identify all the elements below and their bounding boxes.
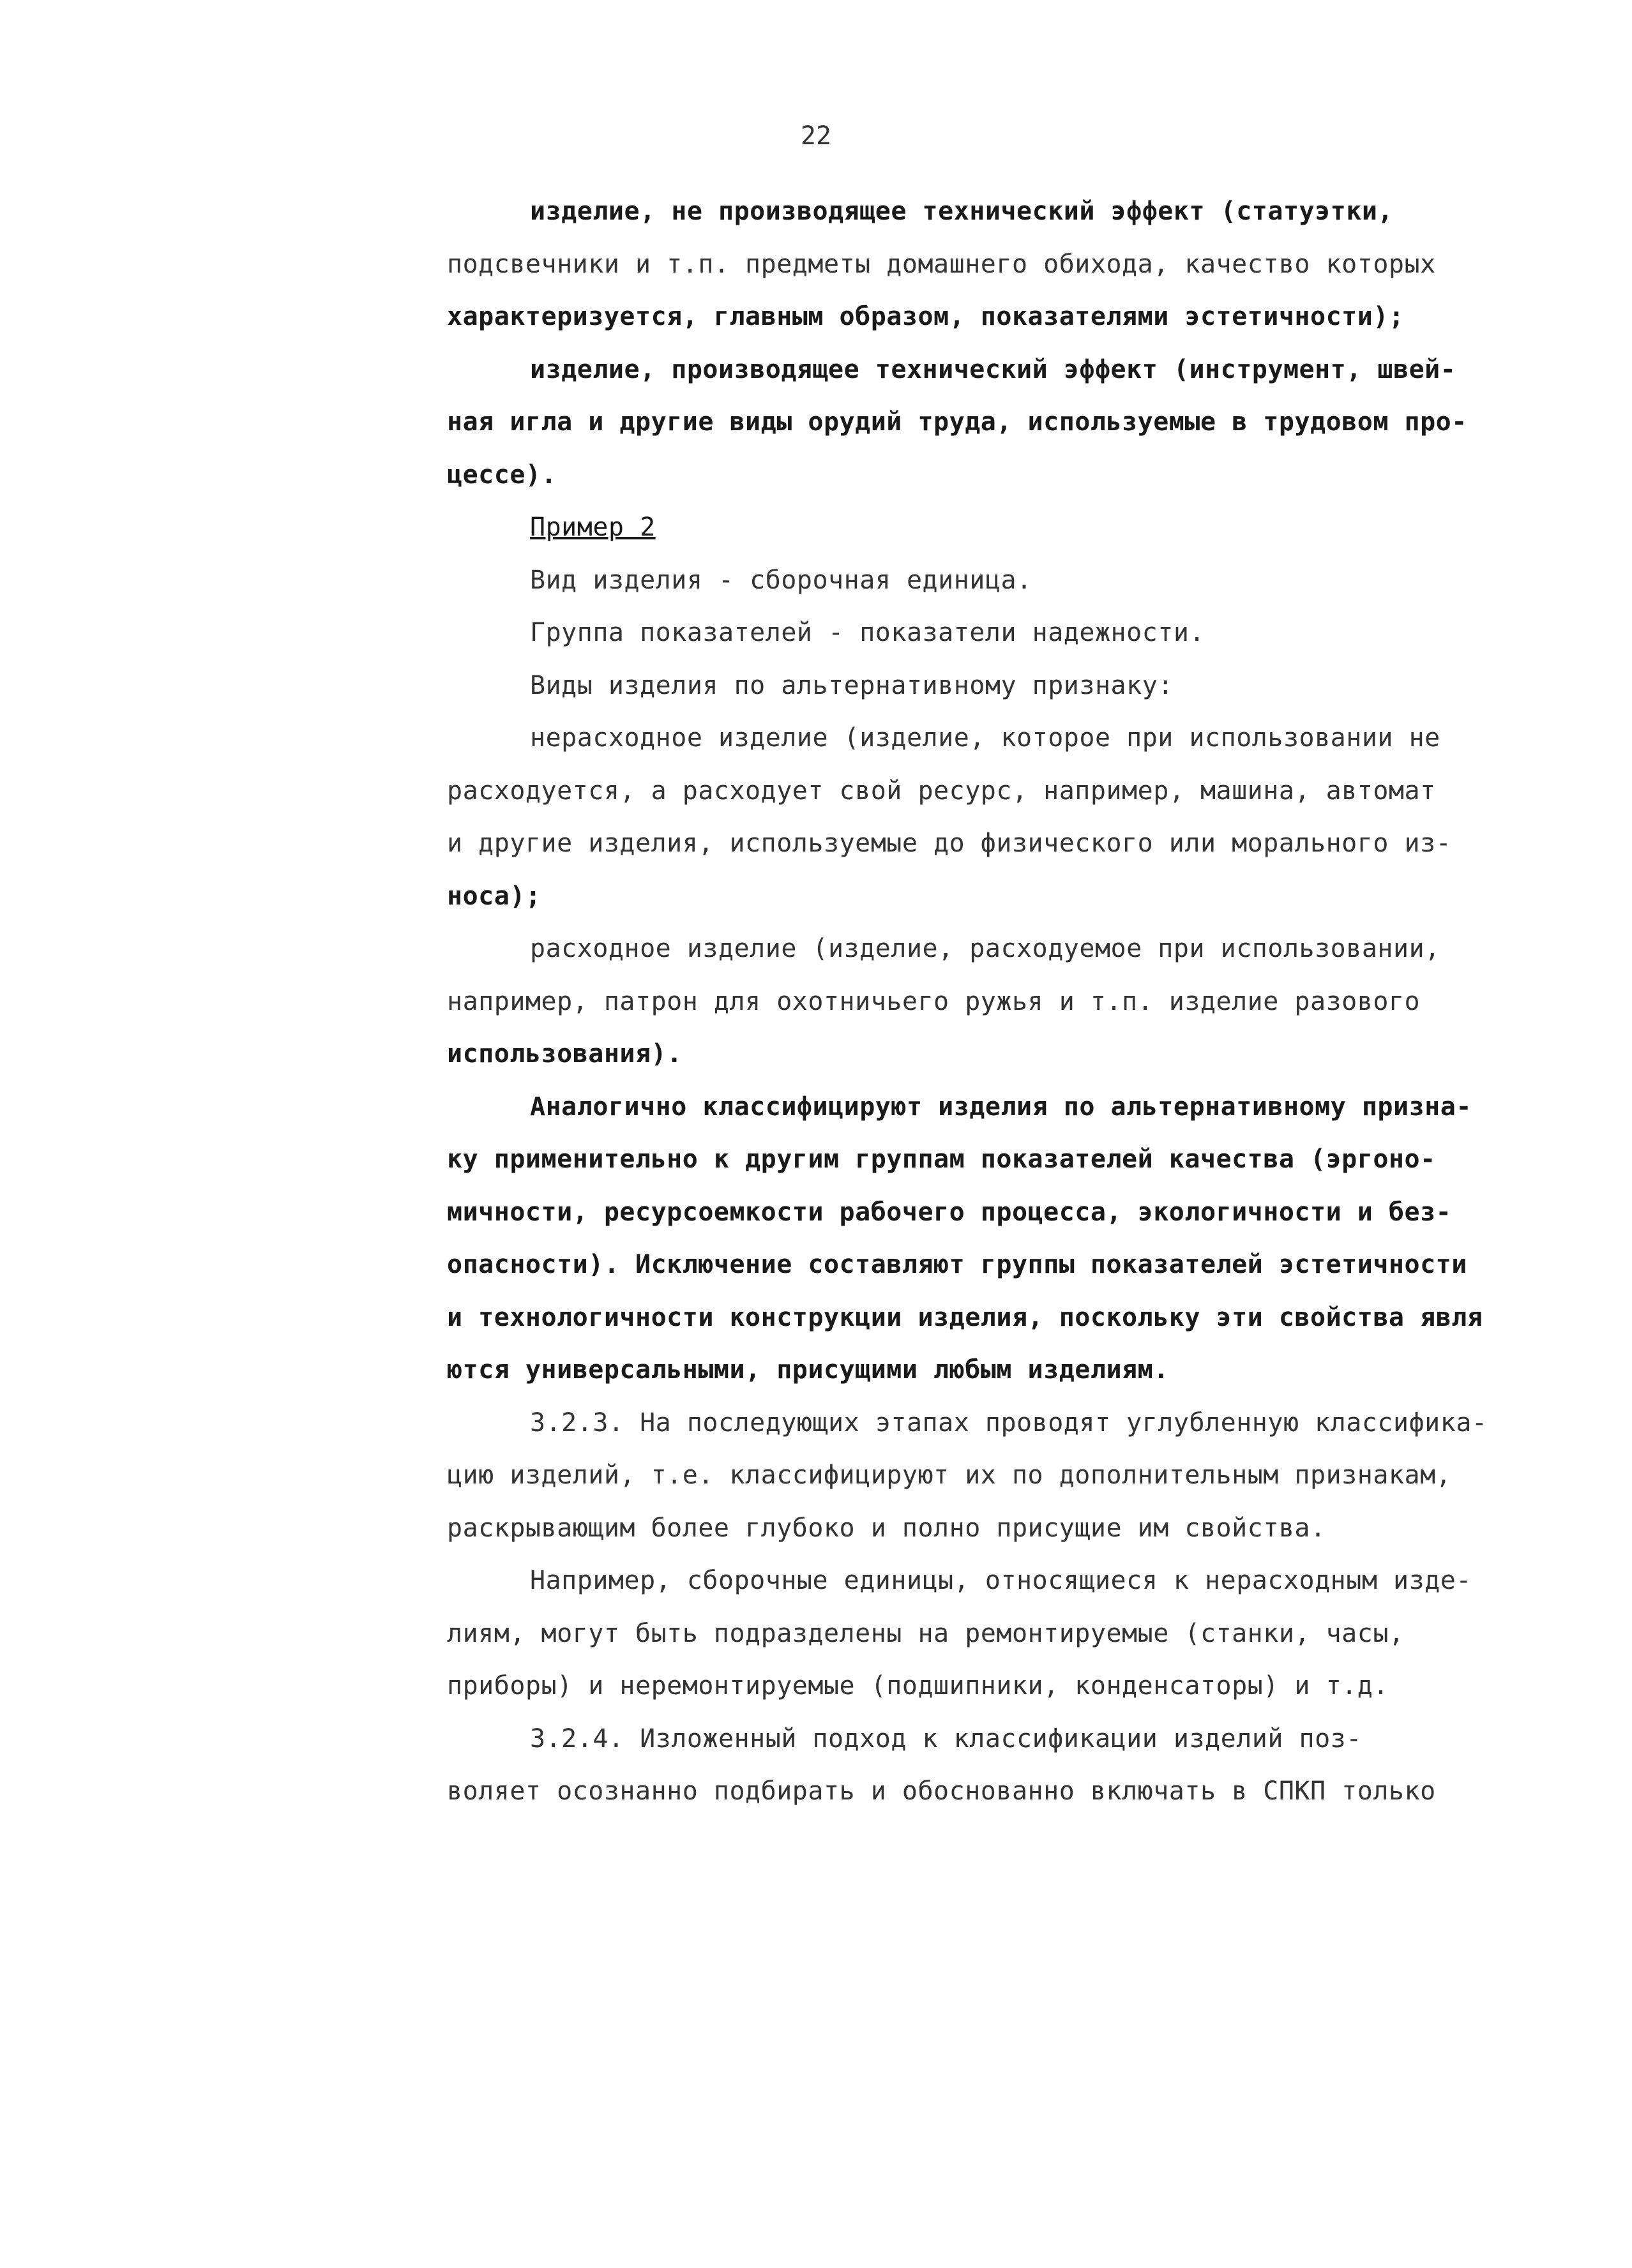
text-line: Вид изделия - сборочная единица. <box>530 565 1032 595</box>
text-line: Виды изделия по альтернативному признаку: <box>530 670 1174 700</box>
text-line: расходуется, а расходует свой ресурс, например, машина, автомат <box>447 776 1436 806</box>
text-line: расходное изделие (изделие, расходуемое при использовании, <box>530 934 1440 963</box>
text-line: цессе). <box>447 460 557 490</box>
text-line: изделие, не производящее технический эффект (статуэтки, <box>530 197 1394 226</box>
text-line: Группа показателей - показатели надежности. <box>530 618 1205 647</box>
document-body <box>447 185 1532 1818</box>
page-number: 22 <box>800 121 832 151</box>
text-line: ются универсальными, присущими любым изделиям. <box>447 1355 1169 1385</box>
text-line: подсвечники и т.п. предметы домашнего обихода, качество которых <box>447 249 1436 279</box>
text-line: изделие, производящее технический эффект (инструмент, швей- <box>530 354 1456 384</box>
text-line: 3.2.3. На последующих этапах проводят углубленную классифика- <box>530 1408 1488 1438</box>
text-line: использования). <box>447 1039 683 1069</box>
text-line: ку применительно к другим группам показателей качества (эргоно- <box>447 1145 1436 1174</box>
text-line: нерасходное изделие (изделие, которое при использовании не <box>530 723 1440 753</box>
text-line: например, патрон для охотничьего ружья и т.п. изделие разового <box>447 986 1421 1016</box>
text-line: раскрывающим более глубоко и полно присущие им свойства. <box>447 1513 1326 1543</box>
text-line: характеризуется, главным образом, показателями эстетичности); <box>447 302 1405 331</box>
example-heading: Пример 2 <box>530 513 656 542</box>
text-line: приборы) и неремонтируемые (подшипники, конденсаторы) и т.д. <box>447 1671 1389 1701</box>
text-line: и технологичности конструкции изделия, поскольку эти свойства явля <box>447 1302 1483 1332</box>
text-line: Аналогично классифицируют изделия по альтернативному призна- <box>530 1092 1472 1122</box>
text-line: носа); <box>447 881 541 911</box>
text-line: лиям, могут быть подразделены на ремонтируемые (станки, часы, <box>447 1618 1405 1648</box>
text-line: воляет осознанно подбирать и обоснованно включать в СПКП только <box>447 1776 1436 1806</box>
text-line: 3.2.4. Изложенный подход к классификации изделий поз- <box>530 1724 1362 1754</box>
text-line: и другие изделия, используемые до физического или морального из- <box>447 829 1452 858</box>
text-line: Например, сборочные единицы, относящиеся к нерасходным изде- <box>530 1566 1472 1595</box>
text-line: опасности). Исключение составляют группы показателей эстетичности <box>447 1250 1467 1279</box>
text-line: цию изделий, т.е. классифицируют их по дополнительным признакам, <box>447 1461 1452 1490</box>
text-line: мичности, ресурсоемкости рабочего процесса, экологичности и без- <box>447 1197 1452 1227</box>
text-line: ная игла и другие виды орудий труда, используемые в трудовом про- <box>447 407 1467 437</box>
